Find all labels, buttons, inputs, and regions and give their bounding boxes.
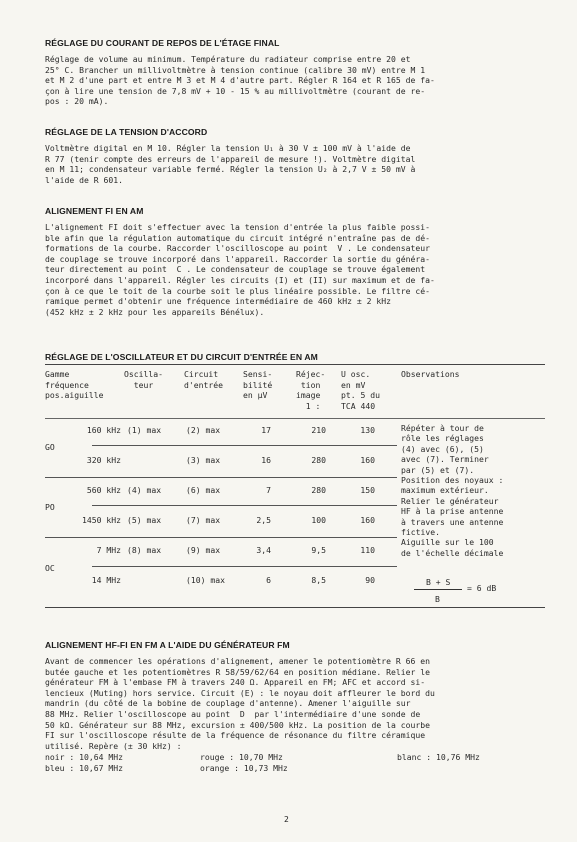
formula-denominator: B — [435, 594, 440, 604]
table-cell-osc: (5) max — [127, 515, 162, 525]
table-cell-uosc: 110 — [360, 545, 375, 555]
col-header-observations: Observations — [401, 369, 460, 379]
col-header-circuit: Circuit d'entrée — [184, 369, 223, 390]
table-cell-sens: 17 — [261, 425, 271, 435]
band-separator — [45, 537, 397, 538]
table-cell-freq: 560 kHz — [86, 485, 121, 495]
mark-rouge: rouge : 10,70 MHz — [200, 752, 283, 762]
table-cell-sens: 3,4 — [256, 545, 271, 555]
table-cell-freq: 14 MHz — [91, 575, 121, 585]
table-bottom-rule — [45, 607, 545, 608]
table-cell-circuit: (6) max — [186, 485, 221, 495]
row-separator — [92, 566, 397, 567]
col-header-oscillateur: Oscilla- teur — [124, 369, 163, 390]
paragraph-alignement-fm: Avant de commencer les opérations d'alignement, amener le potentiomètre R 66 en butée gauche et les potentiomètres R 58/59/62/64 en position médiane. Relier le générateur FM à l'embase FM à travers 240 Ω. Appareil en FM; AFC et accord si- lencieux (Muting) hors service. Circuit (E) : le noyau doit affleurer le bord du mandrin (du côté de la bobine de couplage d'antenne). Amener l'aiguille sur 88 MHz. Relier l'oscilloscope au point D par l'intermédiaire d'une sonde de 50 kΩ. Générateur sur 88 MHz, excursion ± 400/500 kHz. La position de la courbe FI sur l'oscilloscope résulte de la fréquence de résonance du filtre céramique utilisé. Repère (± 30 kHz) : — [45, 656, 435, 751]
table-header-rule — [45, 418, 545, 419]
band-label-go: GO — [45, 442, 55, 452]
table-cell-sens: 2,5 — [256, 515, 271, 525]
band-label-oc: OC — [45, 563, 55, 573]
col-header-sensibilite: Sensi- bilité en µV — [243, 369, 273, 401]
table-cell-rej: 9,5 — [311, 545, 326, 555]
formula-numerator: B + S — [426, 577, 451, 587]
observations-text: Répéter à tour de rôle les réglages (4) avec (6), (5) avec (7). Terminer par (5) et (7). Position des noyaux : maximum extérieur. Relier le générateur HF à la prise antenne à travers une antenne fictive. Aiguille sur le 100 de l'échelle décimale — [401, 423, 504, 558]
table-cell-rej: 210 — [311, 425, 326, 435]
heading-alignement-fi-am: ALIGNEMENT FI EN AM — [45, 206, 144, 216]
band-label-po: PO — [45, 502, 55, 512]
col-header-gamme: Gamme fréquence pos.aiguille — [45, 369, 104, 401]
table-cell-osc: (4) max — [127, 485, 162, 495]
table-top-rule — [45, 364, 545, 365]
table-cell-rej: 8,5 — [311, 575, 326, 585]
heading-alignement-hf-fi-fm: ALIGNEMENT HF-FI EN FM A L'AIDE DU GÉNÉRATEUR FM — [45, 640, 290, 650]
table-cell-uosc: 150 — [360, 485, 375, 495]
page-number: 2 — [284, 815, 289, 824]
table-cell-sens: 6 — [266, 575, 271, 585]
table-cell-rej: 280 — [311, 455, 326, 465]
table-cell-osc: (8) max — [127, 545, 162, 555]
table-cell-rej: 280 — [311, 485, 326, 495]
table-cell-rej: 100 — [311, 515, 326, 525]
table-cell-circuit: (10) max — [186, 575, 225, 585]
table-cell-uosc: 130 — [360, 425, 375, 435]
table-cell-freq: 320 kHz — [86, 455, 121, 465]
table-cell-circuit: (9) max — [186, 545, 221, 555]
table-cell-circuit: (3) max — [186, 455, 221, 465]
table-cell-freq: 1450 kHz — [82, 515, 121, 525]
table-cell-osc: (1) max — [127, 425, 162, 435]
table-cell-sens: 16 — [261, 455, 271, 465]
row-separator — [92, 505, 397, 506]
mark-orange: orange : 10,73 MHz — [200, 763, 288, 773]
heading-oscillateur-am: RÉGLAGE DE L'OSCILLATEUR ET DU CIRCUIT D'ENTRÉE EN AM — [45, 352, 318, 362]
mark-blanc: blanc : 10,76 MHz — [397, 752, 480, 762]
table-cell-circuit: (2) max — [186, 425, 221, 435]
table-cell-circuit: (7) max — [186, 515, 221, 525]
formula-result: = 6 dB — [467, 583, 497, 593]
paragraph-courant-repos: Réglage de volume au minimum. Température du radiateur comprise entre 20 et 25° C. Brancher un millivoltmètre à tension continue (calibre 30 mV) entre M 1 et M 2 d'une part et entre M 3 et M 4 d'autre part. Régler R 164 et R 165 de fa- çon à lire une tension de 7,8 mV + 10 - 15 % au millivoltmètre (courant de re- pos : 20 mA). — [45, 54, 435, 107]
table-cell-freq: 160 kHz — [86, 425, 121, 435]
table-cell-uosc: 160 — [360, 455, 375, 465]
heading-tension-accord: RÉGLAGE DE LA TENSION D'ACCORD — [45, 127, 208, 137]
col-header-uosc: U osc. en mV pt. 5 du TCA 440 — [341, 369, 380, 411]
heading-courant-repos: RÉGLAGE DU COURANT DE REPOS DE L'ÉTAGE FINAL — [45, 38, 280, 48]
table-cell-uosc: 90 — [365, 575, 375, 585]
paragraph-tension-accord: Voltmètre digital en M 10. Régler la tension U₁ à 30 V ± 100 mV à l'aide de R 77 (tenir compte des erreurs de l'appareil de mesure !). Voltmètre digital en M 11; condensateur variable fermé. Régler la tension U₂ à 2,7 V ± 50 mV à l'aide de R 601. — [45, 143, 416, 185]
row-separator — [92, 445, 397, 446]
formula-fraction-bar — [414, 589, 462, 590]
table-cell-sens: 7 — [266, 485, 271, 495]
table-cell-uosc: 160 — [360, 515, 375, 525]
col-header-rejection: Réjec- tion image 1 : — [296, 369, 326, 411]
paragraph-alignement-fi-am: L'alignement FI doit s'effectuer avec la tension d'entrée la plus faible possi- ble afin que la régulation automatique du circuit intégré n'entraîne pas de dé- formations de la courbe. Raccorder l'oscilloscope au point V . Le condensateur de couplage se trouve incorporé dans l'appareil. Raccorder la sortie du généra- teur directement au point C . Le condensateur de couplage se trouve également incorporé dans l'appareil. Régler les circuits (I) et (II) sur maximum et de fa- çon à ce que le toit de la courbe soit le plus linéaire possible. Le filtre cé- ramique permet d'obtenir une fréquence intermédiaire de 460 kHz ± 2 kHz (452 kHz ± 2 kHz pour les appareils Bénélux). — [45, 222, 435, 317]
table-cell-freq: 7 MHz — [96, 545, 121, 555]
mark-noir: noir : 10,64 MHz — [45, 752, 123, 762]
mark-bleu: bleu : 10,67 MHz — [45, 763, 123, 773]
band-separator — [45, 477, 397, 478]
